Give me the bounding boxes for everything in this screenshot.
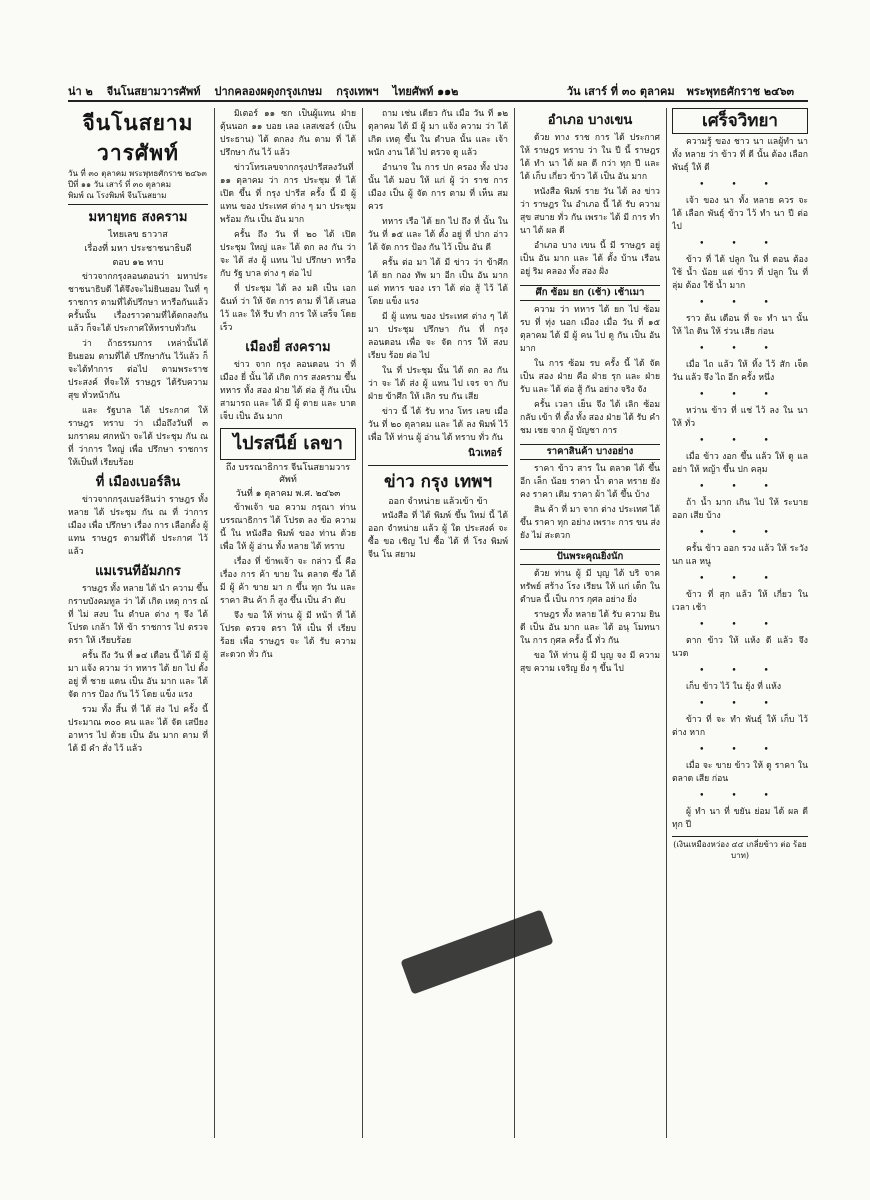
article-subheading: วันที่ ๑ ตุลาคม พ.ศ. ๒๔๖๓ (235, 489, 341, 499)
issue-date: วัน เสาร์ ที่ ๓๐ ตุลาคม (566, 85, 675, 98)
article-paragraph: ราว ต้น เดือน ที่ จะ ทำ นา นั้น ให้ ไถ ดิน ให้ ร่วน เสีย ก่อน (672, 314, 808, 337)
article-subheading: ไทยเลข ธาวาส (108, 230, 168, 240)
article-paragraph: และ รัฐบาล ได้ ประกาศ ให้ราษฎร ทราบ ว่า เมื่อถึงวันที่ ๓ มกราคม ศกหน้า จะได้ ประชุม กัน ณ ที่ ว่าการ ใหญ่ เพื่อ ปรึกษา ราชการ ให้เป็นที่ เรียบร้อย (68, 406, 208, 468)
article-paragraph: ด้วย ทาง ราช การ ได้ ประกาศ ให้ ราษฎร ทราบ ว่า ใน ปี นี้ ราษฎร ได้ ทำ นา ได้ ผล ดี กว่า ทุก ปี และ ได้ เก็บ เกี่ยว ข้าว ได้ เป็น อัน มาก (520, 133, 660, 182)
dot-separator: • • • (699, 574, 781, 584)
article-paragraph: รวม ทั้ง สิ้น ที่ ได้ ส่ง ไป ครั้ง นี้ ประมาณ ๓๐๐ คน และ ได้ จัด เสบียง อาหาร ไป ด้วย เป็น อัน มาก ตาม ที่ ได้ มี คำ สั่ง ไว้ แล้ว (68, 705, 208, 754)
dot-separator: • • • (699, 239, 781, 249)
article-paragraph: เรื่อง ที่ ข้าพเจ้า จะ กล่าว นี้ คือ เรื่อง การ ค้า ขาย ใน ตลาด ซึ่ง ได้ มี ผู้ ค้า ขาย มา ก ขึ้น ทุก วัน และ ราคา สิน ค้า ก็ สูง ขึ้น เป็น ลำ ดับ (220, 557, 356, 606)
article-paragraph: เมื่อ จะ ขาย ข้าว ให้ ดู ราคา ใน ตลาด เสีย ก่อน (672, 761, 808, 784)
article-heading-boxed: เศร็จวิทยา (672, 108, 808, 134)
article-heading-ruled: ปันพระคุณยิ่งนัก (520, 549, 660, 565)
article-paragraph: ครั้น ต่อ มา ได้ มี ข่าว ว่า ข้าศึก ได้ ยก กอง ทัพ มา อีก เป็น อัน มาก แต่ ทหาร ของ เรา ได้ ต่อ สู้ ไว้ ได้ โดย แข็ง แรง (368, 258, 508, 307)
column-1 (68, 108, 208, 1138)
masthead-line: พิมพ์ ณ โรงพิมพ์ จีนโนสยาม (68, 191, 167, 200)
article-paragraph: ข่าว จาก กรุง ลอนดอน ว่า ที่ เมือง ยี่ นั้น ได้ เกิด การ สงคราม ขึ้น ทหาร ทั้ง สอง ฝ่าย ได้ ต่อ สู้ กัน เป็น สามารถ และ ได้ มี ผู้ ตาย และ บาด เจ็บ เป็น อัน มาก (220, 360, 356, 422)
dot-separator: • • • (699, 666, 781, 676)
article-paragraph: หนังสือ พิมพ์ ราย วัน ได้ ลง ข่าว ว่า ราษฎร ใน อำเภอ นี้ ได้ รับ ความ สุข สบาย ทั่ว กัน เพราะ ได้ มี การ ทำ นา ได้ ผล ดี (520, 187, 660, 236)
article-paragraph: ข้าว ที่ สุก แล้ว ให้ เกี่ยว ใน เวลา เช้า (672, 590, 808, 613)
article-paragraph: อำนาจ ใน การ ปก ครอง ทั้ง ปวง นั้น ได้ มอบ ให้ แก่ ผู้ ว่า ราช การ เมือง เป็น ผู้ จัด การ ตาม ที่ เห็น สม ควร (368, 163, 508, 212)
paper-place: ปากคลองผดุงกรุงเกษม (214, 85, 323, 98)
article-paragraph: ครั้น เวลา เย็น จึง ได้ เลิก ซ้อม กลับ เข้า ที่ ตั้ง ทั้ง สอง ฝ่าย ได้ รับ คำ ชม เชย จาก ผู้ บัญชา การ (520, 400, 660, 436)
article-paragraph: ผู้ ทำ นา ที่ ขยัน ย่อม ได้ ผล ดี ทุก ปี (672, 807, 808, 830)
article-paragraph: ขอ ให้ ท่าน ผู้ มี บุญ จง มี ความ สุข ความ เจริญ ยิ่ง ๆ ขึ้น ไป (520, 651, 660, 674)
article-paragraph: ถาม เช่น เดียว กัน เมื่อ วัน ที่ ๑๒ ตุลาคม ได้ มี ผู้ มา แจ้ง ความ ว่า ได้ เกิด เหตุ ขึ้น ใน ตำบล นั้น และ เจ้า พนัก งาน ได้ ไป ตรวจ ดู แล้ว (368, 109, 508, 158)
column-divider (214, 108, 215, 1138)
article-subheading: ถึง บรรณาธิการ จีนโนสยามวารศัพท์ (225, 463, 351, 485)
page-number: น่า ๒ (68, 85, 93, 98)
article-paragraph: ข่าวโทรเลขจากกรุงปารีสลงวันที่ ๑๑ ตุลาคม ว่า การ ประชุม ที่ ได้ เปิด ขึ้น ที่ กรุง ปารีส ครั้ง นี้ มี ผู้ แทน ของ ประเทศ ต่าง ๆ มา ประชุม พร้อม กัน เป็น อัน มาก (220, 163, 356, 225)
article-paragraph: อำเภอ บาง เขน นี้ มี ราษฎร อยู่ เป็น อัน มาก และ ได้ ตั้ง บ้าน เรือน อยู่ ริม คลอง ทั้ง สอง ฝั่ง (520, 241, 660, 277)
article-paragraph: ใน การ ซ้อม รบ ครั้ง นี้ ได้ จัด เป็น สอง ฝ่าย คือ ฝ่าย รุก และ ฝ่าย รับ และ ได้ ต่อ สู้ กัน อย่าง จริง จัง (520, 359, 660, 395)
article-paragraph: เก็บ ข้าว ไว้ ใน ยุ้ง ที่ แห้ง (686, 682, 782, 692)
article-paragraph: เจ้า ของ นา ทั้ง หลาย ควร จะ ได้ เลือก พันธุ์ ข้าว ไว้ ทำ นา ปี ต่อ ไป (672, 196, 808, 232)
article-paragraph: ครั้น ข้าว ออก รวง แล้ว ให้ ระวัง นก แล หนู (672, 544, 808, 567)
article-paragraph: ข้าว ที่ ได้ ปลูก ใน ที่ ดอน ต้อง ใช้ น้ำ น้อย แต่ ข้าว ที่ ปลูก ใน ที่ ลุ่ม ต้อง ใช้ น้ำ มาก (672, 255, 808, 291)
article-heading: มหายุทธ สงคราม (88, 210, 188, 225)
article-paragraph: ถ้า น้ำ มาก เกิน ไป ให้ ระบาย ออก เสีย บ้าง (672, 498, 808, 521)
masthead-line: ปีที่ ๑๑ วัน เสาร์ ที่ ๓๐ ตุลาคม (68, 180, 171, 189)
article-subheading: เรื่องที่ มหา ประชาชนาธิบดี (84, 244, 192, 254)
article-paragraph: ราษฎร ทั้ง หลาย ได้ นำ ความ ขึ้น กราบบังคมทูล ว่า ได้ เกิด เหตุ การ ณ์ ที่ ไม่ สงบ ใน ตำบล ต่าง ๆ จึง ได้ โปรด เกล้า ให้ ข้า ราชการ ไป ตรวจ ตรา ให้ เรียบร้อย (68, 584, 208, 646)
article-paragraph: เมื่อ ไถ แล้ว ให้ ทิ้ง ไว้ สัก เจ็ด วัน แล้ว จึง ไถ อีก ครั้ง หนึ่ง (672, 360, 808, 383)
divider-rule (368, 465, 508, 466)
article-paragraph: ตาก ข้าว ให้ แห้ง ดี แล้ว จึง นวด (672, 636, 808, 659)
article-paragraph: ราษฎร ทั้ง หลาย ได้ รับ ความ ยิน ดี เป็น อัน มาก และ ได้ อนุ โมทนา ใน การ กุศล ครั้ง นี้ ทั่ว กัน (520, 610, 660, 646)
column-divider (666, 108, 667, 1138)
column-footnote: (เงินเหมืองหว่อง ๔๔ เกลี่ยข้าว ต่อ ร้อย บาท) (672, 836, 808, 861)
article-heading: แมเรนทีอัมภกร (95, 564, 181, 579)
masthead-line: วัน ที่ ๓๐ ตุลาคม พระพุทธศักราช ๒๔๖๓ (68, 169, 207, 178)
article-heading-boxed: ไปรสนีย์ เลขา (220, 428, 356, 460)
dot-separator: • • • (699, 745, 781, 755)
column-2 (220, 108, 356, 1138)
dot-separator: • • • (699, 390, 781, 400)
dot-separator: • • • (699, 482, 781, 492)
article-paragraph: จึง ขอ ให้ ท่าน ผู้ มี หน้า ที่ ได้ โปรด ตรวจ ตรา ให้ เป็น ที่ เรียบ ร้อย เพื่อ ราษฎร จะ ได้ รับ ความ สะดวก ทั่ว กัน (220, 611, 356, 660)
article-heading: อำเภอ บางเขน (547, 113, 633, 128)
dot-separator: • • • (699, 180, 781, 190)
article-subheading: ตอบ ๑๒ ทาบ (112, 258, 164, 268)
article-paragraph: มี ผู้ แทน ของ ประเทศ ต่าง ๆ ได้ มา ประชุม ปรึกษา กัน ที่ กรุง ลอนดอน เพื่อ จะ จัด การ ให้ สงบ เรียบ ร้อย ต่อ ไป (368, 312, 508, 361)
article-paragraph: ว่า ถ้าธรรมการ เหล่านั้นได้ ยินยอม ตามที่ได้ ปรึกษากัน ไว้แล้ว ก็จะได้ทำการ ต่อไป ตามพระราชประสงค์ ที่จะให้ ราษฎร ได้รับความสุข ทั่วหน้ากัน (68, 339, 208, 401)
article-heading: ที่ เมืองเบอร์ลิน (95, 475, 181, 490)
article-paragraph: เมื่อ ข้าว งอก ขึ้น แล้ว ให้ ดู แล อย่า ให้ หญ้า ขึ้น ปก คลุม (672, 452, 808, 475)
article-heading: ข่าว กรุง เทพฯ (383, 472, 493, 492)
dot-separator: • • • (699, 344, 781, 354)
article-paragraph: มิเตอร์ ๑๑ ซก เป็นผู้แทน ฝ่าย ตุ้นนอก ๑๑ บอย เลอ เลสเซอร์ (เป็นประธาน) ได้ ตกลง กัน ตาม ที่ ได้ ปรึกษา กัน ไว้ แล้ว (220, 109, 356, 158)
buddhist-year: พระพุทธศักราช ๒๔๖๓ (686, 85, 794, 98)
masthead (68, 108, 208, 205)
dot-separator: • • • (699, 528, 781, 538)
dot-separator: • • • (699, 620, 781, 630)
paper-city: กรุงเทพฯ (336, 85, 379, 98)
article-paragraph: ข่าวจากกรุงลอนดอนว่า มหาประชาชนาธิบดี ได้จึงจะไม่ยินยอม ในที่ ๆ ราชการ ตามที่ได้ปรึกษา หารือกันแล้ว ครั้นนั้น เรื่องราวตามที่ได้ตกลงกันแล้ว ก็จะได้ ประกาศให้ทราบทั่วกัน (68, 272, 208, 334)
article-signature: นิวเทอร์ (468, 448, 502, 459)
dot-separator: • • • (699, 436, 781, 446)
article-subheading: ออก จำหน่าย แล้วเข้า ข้า (388, 497, 488, 507)
article-paragraph: ครั้น ถึง วัน ที่ ๑๔ เดือน นี้ ได้ มี ผู้ มา แจ้ง ความ ว่า ทหาร ได้ ยก ไป ตั้ง อยู่ ที่ ชาย แดน เป็น อัน มาก และ ได้ จัด การ ป้อง กัน ไว้ โดย แข็ง แรง (68, 651, 208, 700)
article-paragraph: ที่ ประชุม ได้ ลง มติ เป็น เอก ฉันท์ ว่า ให้ จัด การ ตาม ที่ ได้ เสนอ ไว้ และ ให้ รีบ ทำ การ ให้ เสร็จ โดย เร็ว (220, 284, 356, 333)
article-paragraph: สิน ค้า ที่ มา จาก ต่าง ประเทศ ได้ ขึ้น ราคา ทุก อย่าง เพราะ การ ขน ส่ง ยัง ไม่ สะดวก (520, 505, 660, 541)
article-heading: เมืองยี่ สงคราม (245, 340, 331, 355)
article-paragraph: ด้วย ท่าน ผู้ มี บุญ ได้ บริ จาค ทรัพย์ สร้าง โรง เรียน ให้ แก่ เด็ก ใน ตำบล นี้ เป็น การ กุศล อย่าง ยิ่ง (520, 569, 660, 605)
article-paragraph: ข้าพเจ้า ขอ ความ กรุณา ท่าน บรรณาธิการ ได้ โปรด ลง ข้อ ความ นี้ ใน หนังสือ พิมพ์ ของ ท่าน ด้วย เพื่อ ให้ ผู้ อ่าน ทั้ง หลาย ได้ ทราบ (220, 503, 356, 552)
article-paragraph: ข้าว ที่ จะ ทำ พันธุ์ ให้ เก็บ ไว้ ต่าง หาก (672, 715, 808, 738)
article-paragraph: หว่าน ข้าว ที่ แช่ ไว้ ลง ใน นา ให้ ทั่ว (672, 406, 808, 429)
article-heading-ruled: ศึก ซ้อม ยก (เช้า) เช้าเมา (520, 285, 660, 301)
dot-separator: • • • (699, 298, 781, 308)
paper-name: จีนโนสยามวารศัพท์ (106, 85, 201, 98)
article-paragraph: ทหาร เรือ ได้ ยก ไป ถึง ที่ นั้น ใน วัน ที่ ๑๕ และ ได้ ตั้ง อยู่ ที่ ปาก อ่าว ได้ จัด การ ป้อง กัน ไว้ เป็น อัน ดี (368, 217, 508, 253)
page-header (68, 78, 808, 102)
article-heading-ruled: ราคาสินค้า บางอย่าง (520, 444, 660, 460)
article-paragraph: ข่าว นี้ ได้ รับ ทาง โทร เลข เมื่อ วัน ที่ ๒๐ ตุลาคม และ ได้ ลง พิมพ์ ไว้ เพื่อ ให้ ท่าน ผู้ อ่าน ได้ ทราบ ทั่ว กัน (368, 407, 508, 443)
column-divider (514, 108, 515, 1138)
dot-separator: • • • (699, 699, 781, 709)
article-paragraph: ความรู้ ของ ชาว นา แลผู้ทำ นา ทั้ง หลาย ว่า ข้าว ที่ ดี นั้น ต้อง เลือก พันธุ์ ให้ ดี (672, 137, 808, 173)
column-4 (520, 108, 660, 1138)
article-paragraph: ใน ที่ ประชุม นั้น ได้ ตก ลง กัน ว่า จะ ได้ ส่ง ผู้ แทน ไป เจร จา กับ ฝ่าย ข้าศึก ให้ เลิก รบ กัน เสีย (368, 366, 508, 402)
column-divider (362, 108, 363, 1138)
dot-separator: • • • (699, 791, 781, 801)
article-paragraph: ราคา ข้าว สาร ใน ตลาด ได้ ขึ้น อีก เล็ก น้อย ราคา น้ำ ตาล ทราย ยัง คง ราคา เดิม ราคา ผ้า ได้ ขึ้น บ้าง (520, 464, 660, 500)
paper-year: ไทยศัพท์ ๑๑๒ (392, 85, 459, 98)
article-paragraph: หนังสือ ที่ ได้ พิมพ์ ขึ้น ใหม่ นี้ ได้ ออก จำหน่าย แล้ว ผู้ ใด ประสงค์ จะ ซื้อ ขอ เชิญ ไป ซื้อ ได้ ที่ โรง พิมพ์ จีน โน สยาม (368, 511, 508, 560)
column-5 (672, 108, 808, 1138)
masthead-title: จีนโนสยามวารศัพท์ (82, 110, 194, 165)
article-paragraph: ความ ว่า ทหาร ได้ ยก ไป ซ้อม รบ ที่ ทุ่ง นอก เมือง เมื่อ วัน ที่ ๑๕ ตุลาคม ได้ มี ผู้ คน ไป ดู กัน เป็น อัน มาก (520, 305, 660, 354)
article-paragraph: ครั้น ถึง วัน ที่ ๒๐ ได้ เปิด ประชุม ใหญ่ และ ได้ ตก ลง กัน ว่า จะ ได้ ส่ง ผู้ แทน ไป ปรึกษา หารือ กับ รัฐ บาล ต่าง ๆ ต่อ ไป (220, 230, 356, 279)
article-paragraph: ข่าวจากกรุงเบอร์ลินว่า ราษฎร ทั้งหลาย ได้ ประชุม กัน ณ ที่ ว่าการ เมือง เพื่อ ปรึกษา เรื่อง การ เลือกตั้ง ผู้ แทน ราษฎร ตามที่ได้ ประกาศ ไว้แล้ว (68, 495, 208, 557)
